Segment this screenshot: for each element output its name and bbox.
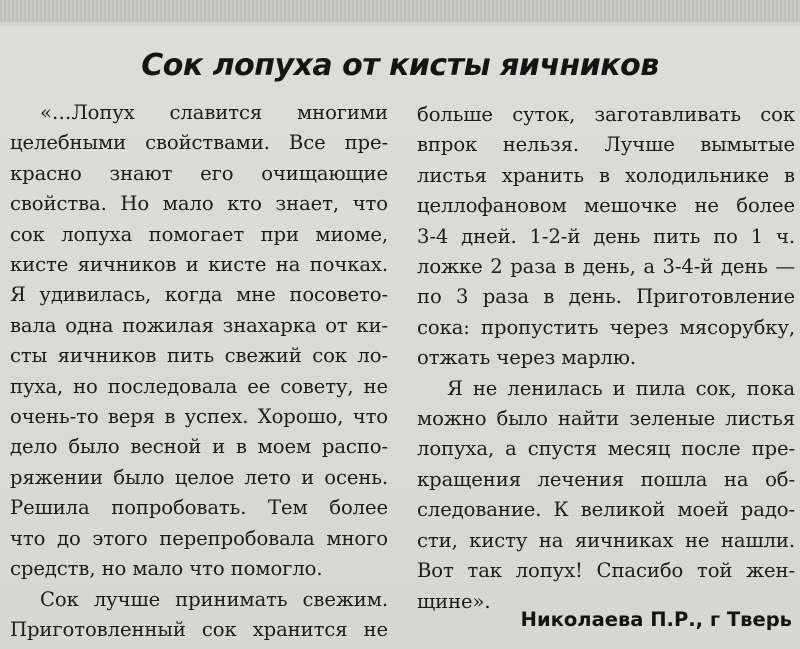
- left-text-column: [10, 98, 388, 645]
- text-line: сти, кисту на яичниках не нашли.: [417, 528, 795, 552]
- text-line: средств, но мало что помогло.: [10, 557, 323, 581]
- text-line: отжать через марлю.: [417, 346, 636, 370]
- text-line: дело было весной и в моем распо-: [10, 435, 388, 459]
- text-line: пуха, но последовала ее совету, не: [10, 374, 388, 398]
- text-line: очень-то веря в успех. Хорошо, что: [10, 405, 388, 429]
- text-line: вала одна пожилая знахарка от ки-: [10, 313, 388, 337]
- text-line: красно знают его очищающие: [10, 161, 388, 185]
- text-line: больше суток, заготавливать сок: [417, 103, 795, 126]
- text-line: целебными свойствами. Все пре-: [10, 131, 388, 155]
- text-line: «…Лопух славится многими: [40, 101, 388, 124]
- text-line: сока: пропустить через мясорубку,: [417, 315, 795, 339]
- text-line: впрок нельзя. Лучше вымытые: [417, 133, 795, 157]
- text-line: Приготовленный сок хранится не: [10, 617, 388, 641]
- text-line: Я не ленилась и пила сок, пока: [447, 376, 795, 400]
- text-line: листья хранить в холодильнике в: [417, 163, 795, 187]
- text-line: ложке 2 раза в день, а 3-4-й день —: [417, 255, 795, 279]
- text-line: по 3 раза в день. Приготовление: [417, 285, 795, 309]
- text-line: ряжении было целое лето и осень.: [10, 465, 388, 489]
- text-line: Сок лучше принимать свежим.: [40, 587, 388, 611]
- text-line: кисте яичников и кисте на почках.: [10, 253, 388, 277]
- text-line: 3-4 дней. 1-2-й день пить по 1 ч.: [417, 224, 795, 248]
- text-line: лопуха, а спустя месяц после пре-: [417, 437, 795, 461]
- text-line: что до этого перепробовала много: [10, 526, 388, 550]
- text-line: щине».: [417, 589, 491, 613]
- text-line: сок лопуха помогает при миоме,: [10, 222, 388, 246]
- text-line: Решила попробовать. Тем более: [10, 496, 388, 520]
- text-line: Вот так лопух! Спасибо той жен-: [417, 559, 795, 583]
- text-line: следование. К великой моей радо-: [417, 498, 795, 522]
- top-print-band: [0, 0, 800, 26]
- text-line: целлофановом мешочке не более: [417, 194, 795, 218]
- text-line: можно было найти зеленые листья: [417, 407, 795, 431]
- text-line: свойства. Но мало кто знает, что: [10, 192, 388, 216]
- article-title: Сок лопуха от кисты яичников: [141, 48, 659, 83]
- text-line: сты яичников пить свежий сок ло-: [10, 344, 388, 368]
- text-line: кращения лечения пошла на об-: [417, 467, 795, 491]
- author-signature: Николаева П.Р., г Тверь: [520, 608, 792, 631]
- right-text-column: [417, 100, 795, 617]
- text-line: Я удивилась, когда мне посовето-: [10, 283, 388, 307]
